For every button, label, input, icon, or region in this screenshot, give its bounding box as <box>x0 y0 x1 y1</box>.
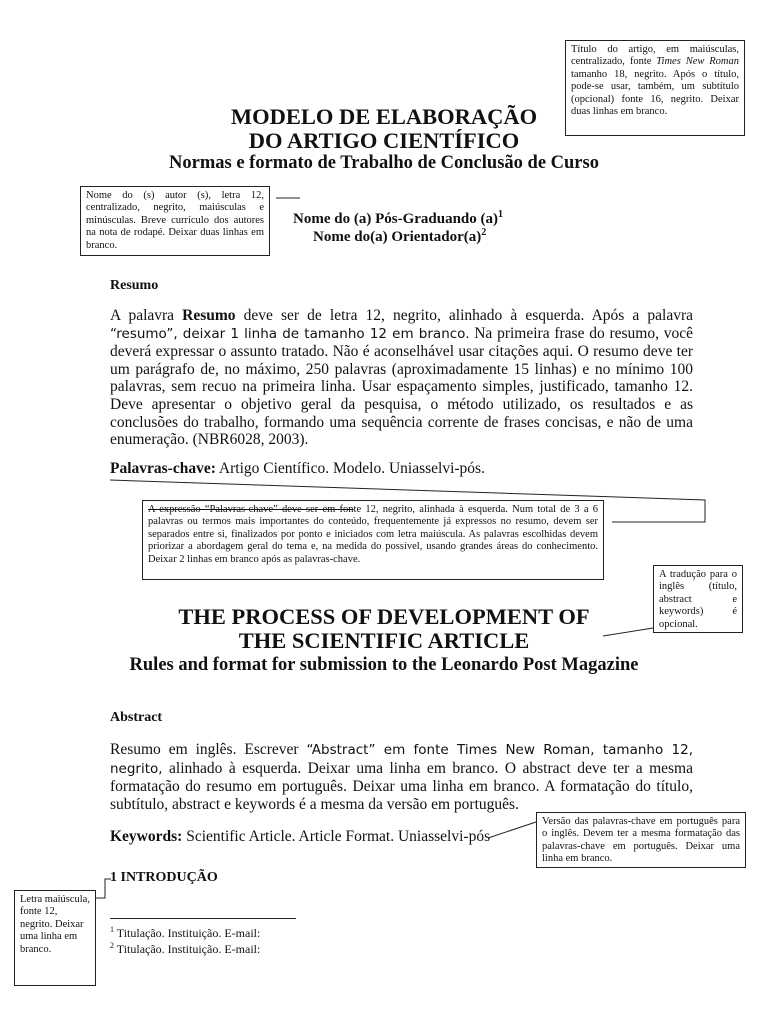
abstract-heading: Abstract <box>110 710 163 725</box>
footnote-separator <box>110 918 296 919</box>
keywords-format-note: A expressão “Palavras-chave” deve ser em fonte 12, negrito, alinhada à esquerda. Num total de 3 a 6 palavras ou termos mais importantes do conteúdo, frequentemente já expressos no resumo, devem ser separados entre si, finalizados por ponto e iniciados com letra maiúscula. As palavras escolhidas devem priorizar a abordagem geral do tema e, na medida do possível, usando grandes áreas do conhecimento. Deixar 2 linhas em branco após as palavras-chave. <box>142 500 604 580</box>
advisor-name: Nome do(a) $Orientador(a)^2$ <box>313 227 487 245</box>
section-heading-introducao: 1 INTRODUÇÃO <box>110 870 218 885</box>
author-name: Nome do (a) Pós-Graduando $(a)^1$ <box>293 209 503 227</box>
page-title-line2: DO ARTIGO CIENTÍFICO <box>248 128 520 153</box>
english-title-line1: THE PROCESS OF DEVELOPMENT OF <box>178 604 590 629</box>
footnote-2: $^2$ Titulação. Instituição. E-mail: <box>110 941 261 956</box>
english-title-line2: THE SCIENTIFIC ARTICLE <box>238 628 530 653</box>
palavras-chave-line: Palavras-chave: Artigo Científico. Modelo. Uniasselvi-pós. <box>110 460 485 477</box>
footnote-1: $^1$ Titulação. Instituição. E-mail: <box>110 925 261 940</box>
authors-format-note: Nome do (s) autor (s), letra 12, centralizado, negrito, maiúsculas e minúsculas. Breve currículo dos autores na nota de rodapé. Deixar duas linhas em branco. <box>80 186 270 256</box>
translation-note: A tradução para o inglês (título, abstract e keywords) é opcional. <box>653 565 743 633</box>
resumo-heading: Resumo <box>110 278 159 293</box>
english-keywords-note: Versão das palavras-chave em português para o inglês. Devem ter a mesma formatação das palavras-chave em português. Deixar uma linha em branco. <box>536 812 746 868</box>
page-subtitle: Normas e formato de Trabalho de Conclusão de Curso <box>169 153 599 173</box>
resumo-paragraph: A palavra Resumo deve ser de letra 12, negrito, alinhado à esquerda. Após a palavra “resumo”, deixar 1 linha de tamanho 12 em branco. Na primeira frase do resumo, você deverá expressar o assunto tratado. Não é aconselhável usar citações aqui. O resumo deve ter um parágrafo de, no máximo, 250 palavras (aproximadamente 15 linhas) e no mínimo 100 palavras, sem recuo na primeira linha. Usar espaçamento simples, justificado, tamanho 12. Deve apresentar o objetivo geral da pesquisa, o método utilizado, os resultados e as conclusões do trabalho, formando uma sequência corrente de frases concisas, e não de uma enumeração. (NBR6028, 2003). <box>110 307 693 449</box>
title-format-note: Título do artigo, em maiúsculas, centralizado, fonte Times New Roman tamanho 18, negrito. Após o título, pode-se usar, também, um subtítulo (opcional) fonte 16, negrito. Deixar duas linhas em branco. <box>565 40 745 136</box>
abstract-paragraph: Resumo em inglês. Escrever “Abstract” em fonte Times New Roman, tamanho 12, negrito, alinhado à esquerda. Deixar uma linha em branco. O abstract deve ter a mesma formatação do resumo em português. Deixar uma linha em branco. A formatação do título, subtítulo, abstract e keywords é a mesma da versão em português. <box>110 741 694 813</box>
keywords-line: Keywords: Scientific Article. Article Format. Uniasselvi-pós <box>110 828 491 845</box>
page-title-line1: MODELO DE ELABORAÇÃO <box>230 104 538 129</box>
heading-format-note: Letra maiúscula, fonte 12, negrito. Deixar uma linha em branco. <box>14 890 96 986</box>
english-subtitle: Rules and format for submission to the Leonardo Post Magazine <box>129 655 639 675</box>
